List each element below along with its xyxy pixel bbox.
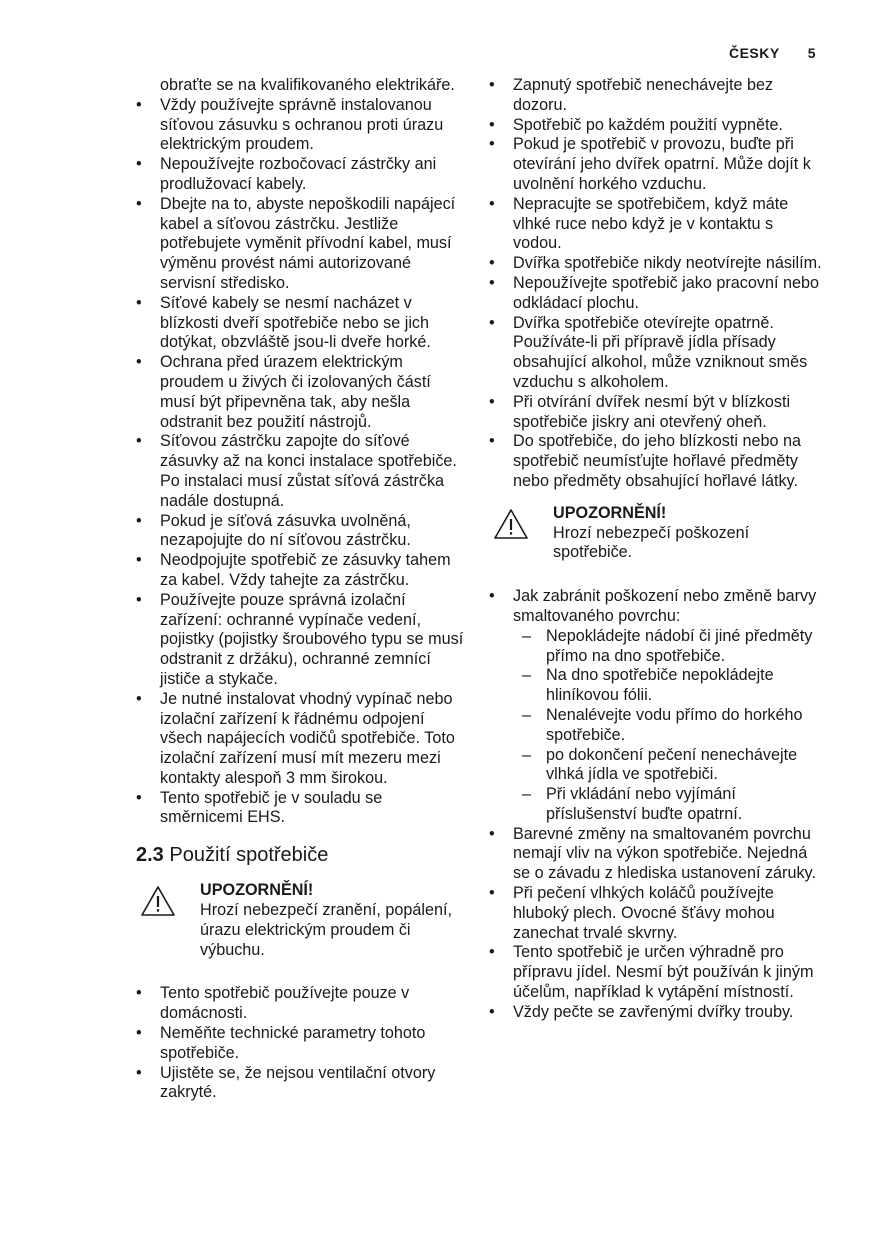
list-item: • Tento spotřebič je určen výhradně pro přípravu jídel. Nesmí být používán k jiným účelům, například k vytápění místností. <box>489 943 824 1002</box>
list-item: • Pokud je síťová zásuvka uvolněná, nezapojujte do ní síťovou zástrčku. <box>136 512 466 552</box>
list-item: • Dbejte na to, abyste nepoškodili napájecí kabel a síťovou zástrčku. Jestliže potřebujete vyměnit přívodní kabel, musí výměnu provést námi autorizované servisní středisko. <box>136 195 466 294</box>
list-item: • Ujistěte se, že nejsou ventilační otvory zakryté. <box>136 1064 466 1104</box>
list-item: • Dvířka spotřebiče nikdy neotvírejte násilím. <box>489 254 824 274</box>
left-bullet-list <box>136 96 466 828</box>
continuation-text: obraťte se na kvalifikovaného elektrikáře. <box>160 76 455 94</box>
list-item: • Spotřebič po každém použití vypněte. <box>489 116 824 136</box>
list-item: • Neměňte technické parametry tohoto spotřebiče. <box>136 1024 466 1064</box>
warning-triangle-icon <box>493 508 529 540</box>
list-item <box>489 587 824 825</box>
list-item: • Síťovou zástrčku zapojte do síťové zásuvky až na konci instalace spotřebiče. Po instalaci musí zůstat síťová zástrčka nadále dostupná. <box>136 432 466 511</box>
list-item: • Při otvírání dvířek nesmí být v blízkosti spotřebiče jiskry ani otevřený oheň. <box>489 393 824 433</box>
right-bullet-list-2 <box>489 587 824 1023</box>
left-column <box>136 76 466 1103</box>
list-item: • Nepoužívejte rozbočovací zástrčky ani prodlužovací kabely. <box>136 155 466 195</box>
list-item: • Tento spotřebič používejte pouze v domácnosti. <box>136 984 466 1024</box>
enamel-intro: Jak zabránit poškození nebo změně barvy smaltovaného povrchu: <box>513 587 817 625</box>
section-number: 2.3 <box>136 844 164 867</box>
list-item: • Vždy pečte se zavřenými dvířky trouby. <box>489 1003 824 1023</box>
warning-text: Hrozí nebezpečí poškození spotřebiče. <box>553 523 750 562</box>
dash-item: – Na dno spotřebiče nepokládejte hliníkovou fólii. <box>513 666 824 706</box>
section-title: Použití spotřebiče <box>169 844 329 867</box>
list-item: • Dvířka spotřebiče otevírejte opatrně. Používáte-li při přípravě jídla přísady obsahující alkohol, může vzniknout směs vzduchu s alkoholem. <box>489 314 824 393</box>
header-language: ČESKY <box>728 45 780 61</box>
dash-item: – Při vkládání nebo vyjímání příslušenství buďte opatrní. <box>513 785 824 825</box>
right-bullet-list <box>489 76 824 492</box>
left-bullet-list-2 <box>136 984 466 1103</box>
right-column <box>489 76 824 1023</box>
dash-item: – po dokončení pečení nenechávejte vlhká jídla ve spotřebiči. <box>513 746 824 786</box>
list-item: • Do spotřebiče, do jeho blízkosti nebo na spotřebič neumísťujte hořlavé předměty nebo předměty obsahující hořlavé látky. <box>489 432 824 491</box>
warning-box <box>136 881 466 960</box>
warning-triangle-icon <box>140 885 176 917</box>
dash-item: – Nepokládejte nádobí či jiné předměty přímo na dno spotřebiče. <box>513 627 824 667</box>
dash-list <box>513 627 824 825</box>
list-item: • Při pečení vlhkých koláčů používejte hluboký plech. Ovocné šťávy mohou zanechat trvalé skvrny. <box>489 884 824 943</box>
list-item: • Tento spotřebič je v souladu se směrnicemi EHS. <box>136 789 466 829</box>
warning-title: UPOZORNĚNÍ! <box>553 503 667 522</box>
list-item: • Používejte pouze správná izolační zařízení: ochranné vypínače vedení, pojistky (pojistky šroubového typu se musí odstranit z držáku), ochranné zemnící jističe a stykače. <box>136 591 466 690</box>
warning-box <box>489 504 824 563</box>
page-header <box>729 45 816 61</box>
warning-text: Hrozí nebezpečí zranění, popálení, úrazu elektrickým proudem či výbuchu. <box>200 901 452 959</box>
section-heading <box>136 843 466 867</box>
dash-item: – Nenalévejte vodu přímo do horkého spotřebiče. <box>513 706 824 746</box>
list-item: • Barevné změny na smaltovaném povrchu nemají vliv na výkon spotřebiče. Nejedná se o závadu z hlediska ustanovení záruky. <box>489 825 824 884</box>
page-number: 5 <box>807 45 816 61</box>
list-item: • Neodpojujte spotřebič ze zásuvky tahem za kabel. Vždy tahejte za zástrčku. <box>136 551 466 591</box>
list-item: • Vždy používejte správně instalovanou síťovou zásuvku s ochranou proti úrazu elektrickým proudem. <box>136 96 466 155</box>
list-item: • Zapnutý spotřebič nenechávejte bez dozoru. <box>489 76 824 116</box>
warning-title: UPOZORNĚNÍ! <box>200 881 314 900</box>
list-item: • Nepracujte se spotřebičem, když máte vlhké ruce nebo když je v kontaktu s vodou. <box>489 195 824 254</box>
list-item: • Síťové kabely se nesmí nacházet v blízkosti dveří spotřebiče nebo se jich dotýkat, obzvláště jsou-li dveře horké. <box>136 294 466 353</box>
list-item: • Nepoužívejte spotřebič jako pracovní nebo odkládací plochu. <box>489 274 824 314</box>
list-item: • Ochrana před úrazem elektrickým proudem u živých či izolovaných částí musí být připevněna tak, aby nešla odstranit bez použití nástrojů. <box>136 353 466 432</box>
list-item: • Je nutné instalovat vhodný vypínač nebo izolační zařízení k řádnému odpojení všech napájecích vodičů spotřebiče. Toto izolační zařízení musí mít mezeru mezi kontakty alespoň 3 mm širokou. <box>136 690 466 789</box>
list-item: • Pokud je spotřebič v provozu, buďte při otevírání jeho dvířek opatrní. Může dojít k uvolnění horkého vzduchu. <box>489 135 824 194</box>
